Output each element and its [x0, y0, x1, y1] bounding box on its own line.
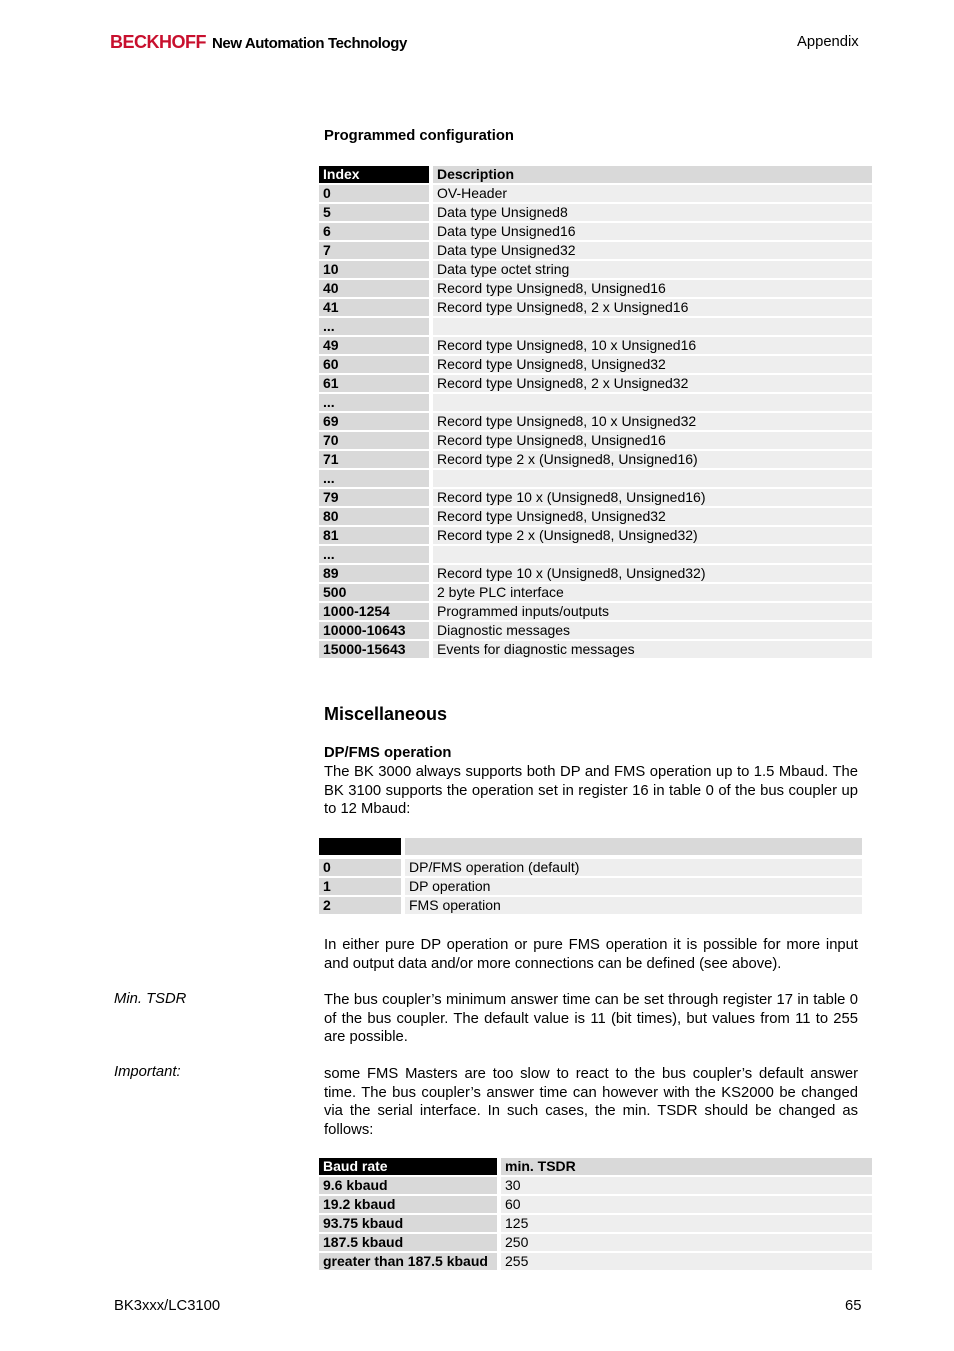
table-row [319, 299, 872, 318]
index-cell: 40 [319, 280, 433, 299]
index-cell: 15000-15643 [319, 641, 433, 660]
column-header-description: Description [433, 166, 872, 185]
value-cell: Programmed inputs/outputs [433, 603, 872, 622]
table-row [319, 451, 872, 470]
brand-name: BECKHOFF [110, 32, 206, 52]
table-row [319, 546, 872, 565]
footer-document-id: BK3xxx/LC3100 [114, 1298, 221, 1314]
value-cell: Data type Unsigned16 [433, 223, 872, 242]
value-cell: Record type 2 x (Unsigned8, Unsigned16) [433, 451, 872, 470]
baud-rate-table [319, 1158, 872, 1272]
programmed-config-title: Programmed configuration [324, 128, 514, 144]
value-cell [433, 318, 872, 337]
index-cell: 6 [319, 223, 433, 242]
operation-mode-table [319, 838, 862, 916]
table-row [319, 859, 862, 878]
table-row [319, 508, 872, 527]
table-row [319, 878, 862, 897]
table-header-row [319, 838, 862, 857]
index-cell: 7 [319, 242, 433, 261]
index-cell: 500 [319, 584, 433, 603]
index-cell: 0 [319, 185, 433, 204]
table-row [319, 413, 872, 432]
index-cell: 80 [319, 508, 433, 527]
value-cell: Record type 10 x (Unsigned8, Unsigned16) [433, 489, 872, 508]
table-row [319, 897, 862, 916]
baud-rate-cell: 19.2 kbaud [319, 1196, 501, 1215]
table-row [319, 584, 872, 603]
value-cell: 30 [501, 1177, 872, 1196]
value-cell: Record type 2 x (Unsigned8, Unsigned32) [433, 527, 872, 546]
baud-rate-cell: 187.5 kbaud [319, 1234, 501, 1253]
value-cell: Record type Unsigned8, 2 x Unsigned32 [433, 375, 872, 394]
important-label: Important: [114, 1064, 181, 1080]
table-row [319, 318, 872, 337]
table-row [319, 185, 872, 204]
table-row [319, 641, 872, 660]
programmed-config-table [319, 166, 872, 660]
mode-cell: 0 [319, 859, 405, 878]
table-row [319, 622, 872, 641]
mode-cell: 2 [319, 897, 405, 916]
min-tsdr-label: Min. TSDR [114, 991, 187, 1007]
table-row [319, 261, 872, 280]
index-cell: ... [319, 470, 433, 489]
index-cell: 79 [319, 489, 433, 508]
section-title: Appendix [797, 34, 859, 50]
table-header-row [319, 166, 872, 185]
index-cell: 41 [319, 299, 433, 318]
value-cell: 250 [501, 1234, 872, 1253]
index-cell: 71 [319, 451, 433, 470]
value-cell: OV-Header [433, 185, 872, 204]
index-cell: ... [319, 546, 433, 565]
value-cell: Record type Unsigned8, 10 x Unsigned16 [433, 337, 872, 356]
table-row [319, 527, 872, 546]
value-cell: Data type Unsigned32 [433, 242, 872, 261]
brand-logo [110, 32, 407, 53]
table-row [319, 1196, 872, 1215]
table-header-row [319, 1158, 872, 1177]
either-operation-paragraph: In either pure DP operation or pure FMS operation it is possible for more input and output data and/or more connections can be defined (see above). [324, 937, 858, 972]
mode-cell: 1 [319, 878, 405, 897]
value-cell: DP/FMS operation (default) [405, 859, 862, 878]
table-row [319, 337, 872, 356]
column-header-baud-rate: Baud rate [319, 1158, 501, 1177]
index-cell: 60 [319, 356, 433, 375]
value-cell: Diagnostic messages [433, 622, 872, 641]
footer-page-number: 65 [845, 1298, 862, 1314]
value-cell: Record type Unsigned8, Unsigned32 [433, 356, 872, 375]
table-row [319, 394, 872, 413]
index-cell: 69 [319, 413, 433, 432]
table-row [319, 356, 872, 375]
index-cell: 81 [319, 527, 433, 546]
table-row [319, 204, 872, 223]
value-cell [433, 394, 872, 413]
index-cell: 49 [319, 337, 433, 356]
index-cell: 1000-1254 [319, 603, 433, 622]
index-cell: 10000-10643 [319, 622, 433, 641]
dpfms-title: DP/FMS operation [324, 745, 452, 761]
index-cell: 89 [319, 565, 433, 584]
table-row [319, 242, 872, 261]
table-row [319, 565, 872, 584]
important-paragraph: some FMS Masters are too slow to react to the bus coupler’s default answer time. The bus coupler’s answer time can however with the KS2000 be changed via the serial interface. In such cases, the min. TSDR should be changed as follows: [324, 1066, 858, 1138]
index-cell: 5 [319, 204, 433, 223]
table-row [319, 1177, 872, 1196]
table-row [319, 1253, 872, 1272]
min-tsdr-paragraph: The bus coupler’s minimum answer time can be set through register 17 in table 0 of the bus coupler. The default value is 11 (bit times), but values from 11 to 255 are possible. [324, 992, 858, 1045]
value-cell [433, 470, 872, 489]
index-cell: 70 [319, 432, 433, 451]
value-cell: Events for diagnostic messages [433, 641, 872, 660]
table-row [319, 223, 872, 242]
index-cell: ... [319, 318, 433, 337]
table-row [319, 280, 872, 299]
table-row [319, 489, 872, 508]
index-cell: ... [319, 394, 433, 413]
value-cell: Data type Unsigned8 [433, 204, 872, 223]
column-header-index: Index [319, 166, 433, 185]
value-cell: 255 [501, 1253, 872, 1272]
value-cell: 125 [501, 1215, 872, 1234]
value-cell: Data type octet string [433, 261, 872, 280]
table-row [319, 470, 872, 489]
table-row [319, 1234, 872, 1253]
value-cell: Record type 10 x (Unsigned8, Unsigned32) [433, 565, 872, 584]
table-row [319, 432, 872, 451]
table-row [319, 375, 872, 394]
value-cell: Record type Unsigned8, Unsigned32 [433, 508, 872, 527]
index-cell: 61 [319, 375, 433, 394]
index-cell: 10 [319, 261, 433, 280]
value-cell: DP operation [405, 878, 862, 897]
dpfms-paragraph: The BK 3000 always supports both DP and FMS operation up to 1.5 Mbaud. The BK 3100 supports the operation set in register 16 in table 0 of the bus coupler up to 12 Mbaud: [324, 764, 858, 817]
value-cell: Record type Unsigned8, 2 x Unsigned16 [433, 299, 872, 318]
baud-rate-cell: greater than 187.5 kbaud [319, 1253, 501, 1272]
value-cell: Record type Unsigned8, Unsigned16 [433, 432, 872, 451]
table-row [319, 603, 872, 622]
table-row [319, 1215, 872, 1234]
baud-rate-cell: 93.75 kbaud [319, 1215, 501, 1234]
value-cell: Record type Unsigned8, 10 x Unsigned32 [433, 413, 872, 432]
value-cell: 60 [501, 1196, 872, 1215]
value-cell: FMS operation [405, 897, 862, 916]
value-cell [433, 546, 872, 565]
value-cell: Record type Unsigned8, Unsigned16 [433, 280, 872, 299]
column-header-min-tsdr: min. TSDR [501, 1158, 872, 1177]
value-cell: 2 byte PLC interface [433, 584, 872, 603]
brand-tagline: New Automation Technology [212, 35, 407, 52]
miscellaneous-heading: Miscellaneous [324, 704, 448, 724]
baud-rate-cell: 9.6 kbaud [319, 1177, 501, 1196]
